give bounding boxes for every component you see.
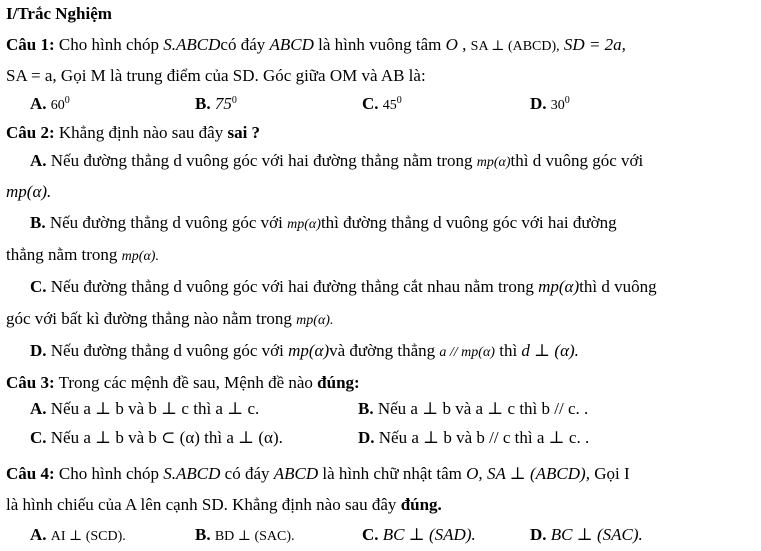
q2-option-d[interactable]: [30, 340, 579, 364]
q2-option-b-line-1[interactable]: [30, 212, 617, 236]
option-text: Nếu đường thẳng d vuông góc với: [50, 341, 284, 360]
q1-option-c[interactable]: [362, 93, 402, 117]
q4-option-a[interactable]: [30, 524, 126, 548]
option-letter: D.: [530, 94, 547, 113]
option-letter: D.: [30, 341, 47, 360]
option-text: Nếu đường thẳng d vuông góc với hai đường thẳng nằm trong: [50, 151, 473, 170]
plane-symbol: mp(α): [287, 217, 321, 232]
option-letter: A.: [30, 525, 47, 544]
option-text: BC ⊥ (SAD).: [382, 525, 476, 544]
q1-text-2: có đáy: [220, 35, 266, 54]
option-text: AI ⊥ (SCD).: [50, 529, 126, 544]
q4-pyramid: S.ABCD: [163, 464, 221, 483]
q4-option-d[interactable]: [530, 524, 643, 546]
option-text: góc với bất kì đường thẳng nào nằm trong: [6, 309, 292, 328]
option-letter: B.: [30, 213, 46, 232]
q2-option-c-line-2: [6, 308, 333, 332]
plane-symbol: mp(α): [288, 341, 330, 360]
option-text-then: thì: [499, 341, 518, 360]
option-text-end: thì d vuông: [579, 277, 657, 296]
degree-mark: 0: [564, 95, 570, 106]
q4-text-4: Gọi I: [594, 464, 630, 483]
option-text-end: thì đường thẳng d vuông góc với hai đường: [320, 213, 617, 232]
q4-text: Cho hình chóp: [58, 464, 160, 483]
question-2-stem: [6, 122, 260, 144]
q4-perp: SA ⊥ (ABCD),: [486, 464, 590, 483]
question-3-label: Câu 3:: [6, 373, 55, 392]
q1-perp: SA ⊥ (ABCD),: [470, 39, 560, 54]
q1-pyramid: S.ABCD: [163, 35, 221, 54]
option-letter: C.: [362, 94, 379, 113]
q4-emphasis: đúng.: [400, 495, 442, 514]
option-text: Nếu a ⊥ b và b // c thì a ⊥ c. .: [378, 428, 590, 447]
q3-option-b[interactable]: [358, 398, 588, 420]
option-letter: A.: [30, 94, 47, 113]
option-text: Nếu a ⊥ b và b ⊥ c thì a ⊥ c.: [50, 399, 260, 418]
option-letter: B.: [195, 525, 211, 544]
q1-center: O: [445, 35, 458, 54]
option-letter: C.: [362, 525, 379, 544]
q2-option-a-line-2: mp(α).: [6, 182, 52, 201]
option-text: Nếu đường thẳng d vuông góc với hai đường thẳng cắt nhau nằm trong: [50, 277, 534, 296]
q3-text: Trong các mệnh đề sau, Mệnh đề nào: [58, 373, 313, 392]
option-text: Nếu a ⊥ b và a ⊥ c thì b // c. .: [377, 399, 589, 418]
q4-base: ABCD: [273, 464, 319, 483]
option-letter: A.: [30, 399, 47, 418]
option-letter: B.: [195, 94, 211, 113]
question-4-label: Câu 4:: [6, 464, 55, 483]
option-text-mid: và đường thẳng: [329, 341, 436, 360]
q1-comma: ,: [462, 35, 467, 54]
option-value: 45: [382, 98, 397, 113]
result-expression: d ⊥ (α).: [521, 341, 579, 360]
q4-option-c[interactable]: [362, 524, 476, 546]
plane-symbol: mp(α).: [121, 249, 159, 264]
q2-option-a-line-1[interactable]: [30, 150, 643, 174]
q3-option-c[interactable]: [30, 427, 283, 449]
option-value: 60: [50, 98, 65, 113]
q1-option-a[interactable]: [30, 93, 70, 117]
q1-text: Cho hình chóp: [58, 35, 160, 54]
option-text: BD ⊥ (SAC).: [214, 529, 295, 544]
q4-text-3: là hình chữ nhật tâm: [322, 464, 462, 483]
q4-center: O,: [466, 464, 483, 483]
q1-option-b[interactable]: [195, 93, 237, 115]
option-value: 30: [550, 98, 565, 113]
option-letter: A.: [30, 151, 47, 170]
option-text-end: thì d vuông góc với: [510, 151, 644, 170]
section-title: I/Trắc Nghiệm: [6, 4, 112, 23]
q1-sd: SD = 2a,: [563, 35, 626, 54]
degree-mark: 0: [231, 95, 237, 106]
question-4-line-2: [6, 494, 442, 516]
q2-option-b-line-2: [6, 244, 159, 268]
q4-option-b[interactable]: [195, 524, 295, 548]
option-text: Nếu a ⊥ b và b ⊂ (α) thì a ⊥ (α).: [50, 428, 283, 447]
q1-base: ABCD: [269, 35, 314, 54]
question-1-line-2: SA = a, Gọi M là trung điểm của SD. Góc giữa OM và AB là:: [6, 66, 426, 85]
q1-option-d[interactable]: [530, 93, 570, 117]
option-letter: D.: [358, 428, 375, 447]
option-letter: B.: [358, 399, 374, 418]
question-2-label: Câu 2:: [6, 123, 55, 142]
q2-text: Khẳng định nào sau đây: [58, 123, 224, 142]
question-3-stem: [6, 372, 360, 394]
plane-symbol: mp(α): [538, 277, 580, 296]
option-text: Nếu đường thẳng d vuông góc với: [49, 213, 283, 232]
q1-text-3: là hình vuông tâm: [318, 35, 442, 54]
plane-symbol: mp(α): [476, 155, 511, 170]
q3-option-a[interactable]: [30, 398, 259, 420]
q3-option-d[interactable]: [358, 427, 589, 449]
option-value: 75: [214, 94, 232, 113]
degree-mark: 0: [396, 95, 402, 106]
q4-text-5: là hình chiếu của A lên cạnh SD. Khẳng định nào sau đây: [6, 495, 397, 514]
q3-emphasis: đúng:: [317, 373, 360, 392]
q4-text-2: có đáy: [224, 464, 270, 483]
option-letter: C.: [30, 277, 47, 296]
q2-option-c-line-1[interactable]: [30, 276, 657, 298]
question-1-line-1: [6, 34, 626, 58]
option-letter: C.: [30, 428, 47, 447]
degree-mark: 0: [64, 95, 70, 106]
option-text: BC ⊥ (SAC).: [550, 525, 643, 544]
q2-emphasis: sai ?: [227, 123, 261, 142]
question-1-label: Câu 1:: [6, 35, 55, 54]
parallel-expression: a // mp(α): [439, 345, 495, 360]
option-text: thẳng nằm trong: [6, 245, 118, 264]
option-letter: D.: [530, 525, 547, 544]
plane-symbol: mp(α).: [296, 313, 334, 328]
question-4-line-1: [6, 463, 630, 485]
